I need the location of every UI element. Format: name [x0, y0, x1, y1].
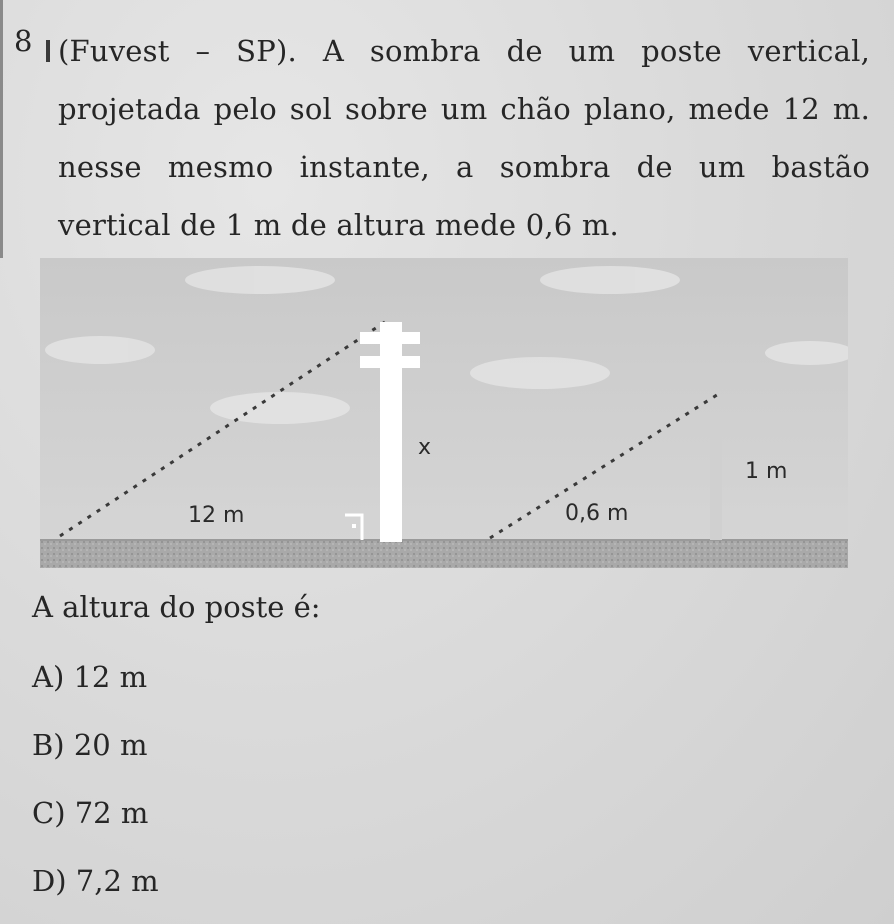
cloud: [470, 357, 610, 389]
question-number-mark: [46, 40, 50, 62]
question-number: 8: [14, 24, 33, 58]
pole-crossarm: [360, 332, 420, 344]
pole-body: [380, 322, 402, 542]
label-pole-shadow: 12 m: [188, 503, 245, 528]
margin-rule: [0, 0, 3, 258]
option-a[interactable]: [32, 660, 147, 694]
cloud: [210, 392, 350, 424]
cloud: [185, 266, 335, 294]
option-letter: C): [32, 796, 66, 830]
option-text: 7,2 m: [75, 864, 159, 898]
label-stick-shadow: 0,6 m: [565, 501, 629, 526]
cloud: [540, 266, 680, 294]
shadow-diagram: [40, 258, 848, 568]
question-prompt: A altura do poste é:: [32, 590, 321, 624]
cloud: [45, 336, 155, 364]
option-letter: B): [32, 728, 65, 762]
label-pole-height: x: [418, 435, 432, 460]
label-stick-height: 1 m: [745, 459, 788, 484]
option-text: 20 m: [73, 728, 148, 762]
sky-background: [40, 258, 848, 568]
option-letter: D): [32, 864, 67, 898]
option-letter: A): [32, 660, 65, 694]
pole-crossarm: [360, 356, 420, 368]
option-text: 72 m: [74, 796, 149, 830]
question-statement: (Fuvest – SP). A sombra de um poste vertical, projetada pelo sol sobre um chão plano, mede 12 m. nesse mesmo instante, a sombra de um bastão vertical de 1 m de altura mede 0,6 m.: [58, 34, 870, 242]
option-c[interactable]: [32, 796, 148, 830]
right-angle-dot: [352, 524, 356, 528]
shadow-diagram-svg: [40, 258, 848, 568]
option-b[interactable]: [32, 728, 147, 762]
ground: [40, 540, 848, 568]
option-text: 12 m: [73, 660, 148, 694]
stick: [710, 413, 722, 540]
option-d[interactable]: [32, 864, 159, 898]
